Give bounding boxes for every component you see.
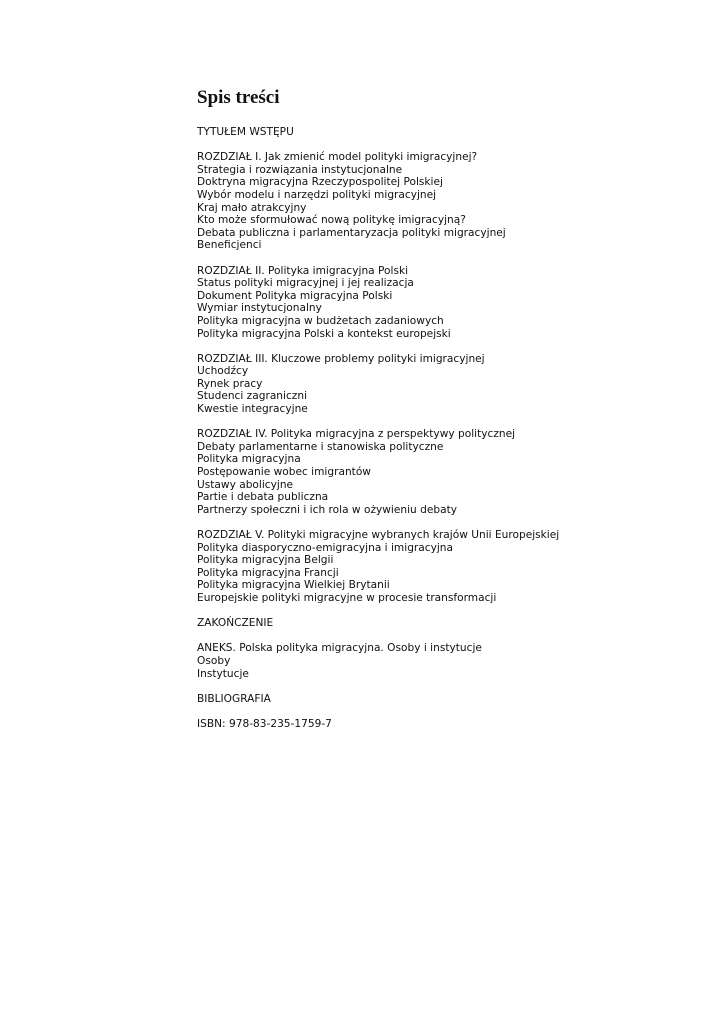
document-page: [197, 86, 697, 743]
toc-entry: Rynek pracy: [197, 377, 263, 390]
toc-section: [197, 642, 697, 680]
toc-section: [197, 718, 697, 731]
toc-heading: ROZDZIAŁ I. Jak zmienić model polityki imigracyjnej?: [197, 151, 478, 164]
toc-entry: Kraj mało atrakcyjny: [197, 201, 307, 214]
toc-section: [197, 353, 697, 416]
toc-entry: Europejskie polityki migracyjne w procesie transformacji: [197, 591, 497, 604]
toc-heading: ZAKOŃCZENIE: [197, 617, 274, 630]
toc-section: [197, 151, 697, 252]
toc-entry: Polityka migracyjna Polski a kontekst europejski: [197, 327, 451, 340]
toc-heading: BIBLIOGRAFIA: [197, 692, 271, 705]
table-of-contents: [197, 126, 697, 731]
toc-entry: Wybór modelu i narzędzi polityki migracyjnej: [197, 188, 437, 201]
toc-entry: Instytucje: [197, 667, 249, 680]
toc-entry: Dokument Polityka migracyjna Polski: [197, 289, 393, 302]
toc-section: [197, 126, 697, 139]
toc-entry: Partie i debata publiczna: [197, 491, 329, 504]
toc-entry: Polityka migracyjna Francji: [197, 566, 339, 579]
toc-entry: Postępowanie wobec imigrantów: [197, 466, 371, 479]
toc-entry: Status polityki migracyjnej i jej realizacja: [197, 277, 414, 290]
toc-entry: Ustawy abolicyjne: [197, 478, 294, 491]
toc-heading: ROZDZIAŁ V. Polityki migracyjne wybranych krajów Unii Europejskiej: [197, 529, 560, 541]
toc-section: [197, 617, 697, 630]
toc-entry: Kwestie integracyjne: [197, 403, 308, 416]
toc-entry: Osoby: [197, 654, 231, 667]
toc-section: [197, 693, 697, 706]
toc-entry: Partnerzy społeczni i ich rola w ożywieniu debaty: [197, 503, 458, 516]
toc-entry: Polityka migracyjna: [197, 453, 301, 466]
toc-section: [197, 529, 697, 605]
toc-heading: ROZDZIAŁ II. Polityka imigracyjna Polski: [197, 264, 409, 277]
toc-entry: Kto może sformułować nową politykę imigracyjną?: [197, 214, 466, 227]
toc-entry: Strategia i rozwiązania instytucjonalne: [197, 163, 403, 176]
toc-entry: Uchodźcy: [197, 365, 249, 378]
toc-heading: ANEKS. Polska polityka migracyjna. Osoby i instytucje: [197, 642, 482, 655]
toc-entry: Doktryna migracyjna Rzeczypospolitej Polskiej: [197, 176, 443, 189]
toc-heading: ROZDZIAŁ III. Kluczowe problemy polityki imigracyjnej: [197, 352, 485, 365]
toc-heading: TYTUŁEM WSTĘPU: [197, 126, 294, 138]
toc-entry: Beneficjenci: [197, 239, 262, 252]
toc-entry: Polityka diasporyczno-emigracyjna i imigracyjna: [197, 541, 454, 554]
toc-entry: Polityka migracyjna Wielkiej Brytanii: [197, 579, 390, 592]
toc-entry: Wymiar instytucjonalny: [197, 302, 322, 315]
toc-entry: Studenci zagraniczni: [197, 390, 308, 403]
page-title: Spis treści: [197, 87, 280, 108]
toc-entry: Polityka migracyjna Belgii: [197, 554, 334, 567]
toc-heading: ROZDZIAŁ IV. Polityka migracyjna z perspektywy politycznej: [197, 428, 516, 441]
toc-section: [197, 265, 697, 341]
toc-entry: Debata publiczna i parlamentaryzacja polityki migracyjnej: [197, 226, 506, 239]
toc-entry: Polityka migracyjna w budżetach zadaniowych: [197, 314, 444, 327]
toc-heading: ISBN: 978-83-235-1759-7: [197, 717, 332, 730]
toc-section: [197, 428, 697, 516]
toc-entry: Debaty parlamentarne i stanowiska polityczne: [197, 440, 444, 453]
